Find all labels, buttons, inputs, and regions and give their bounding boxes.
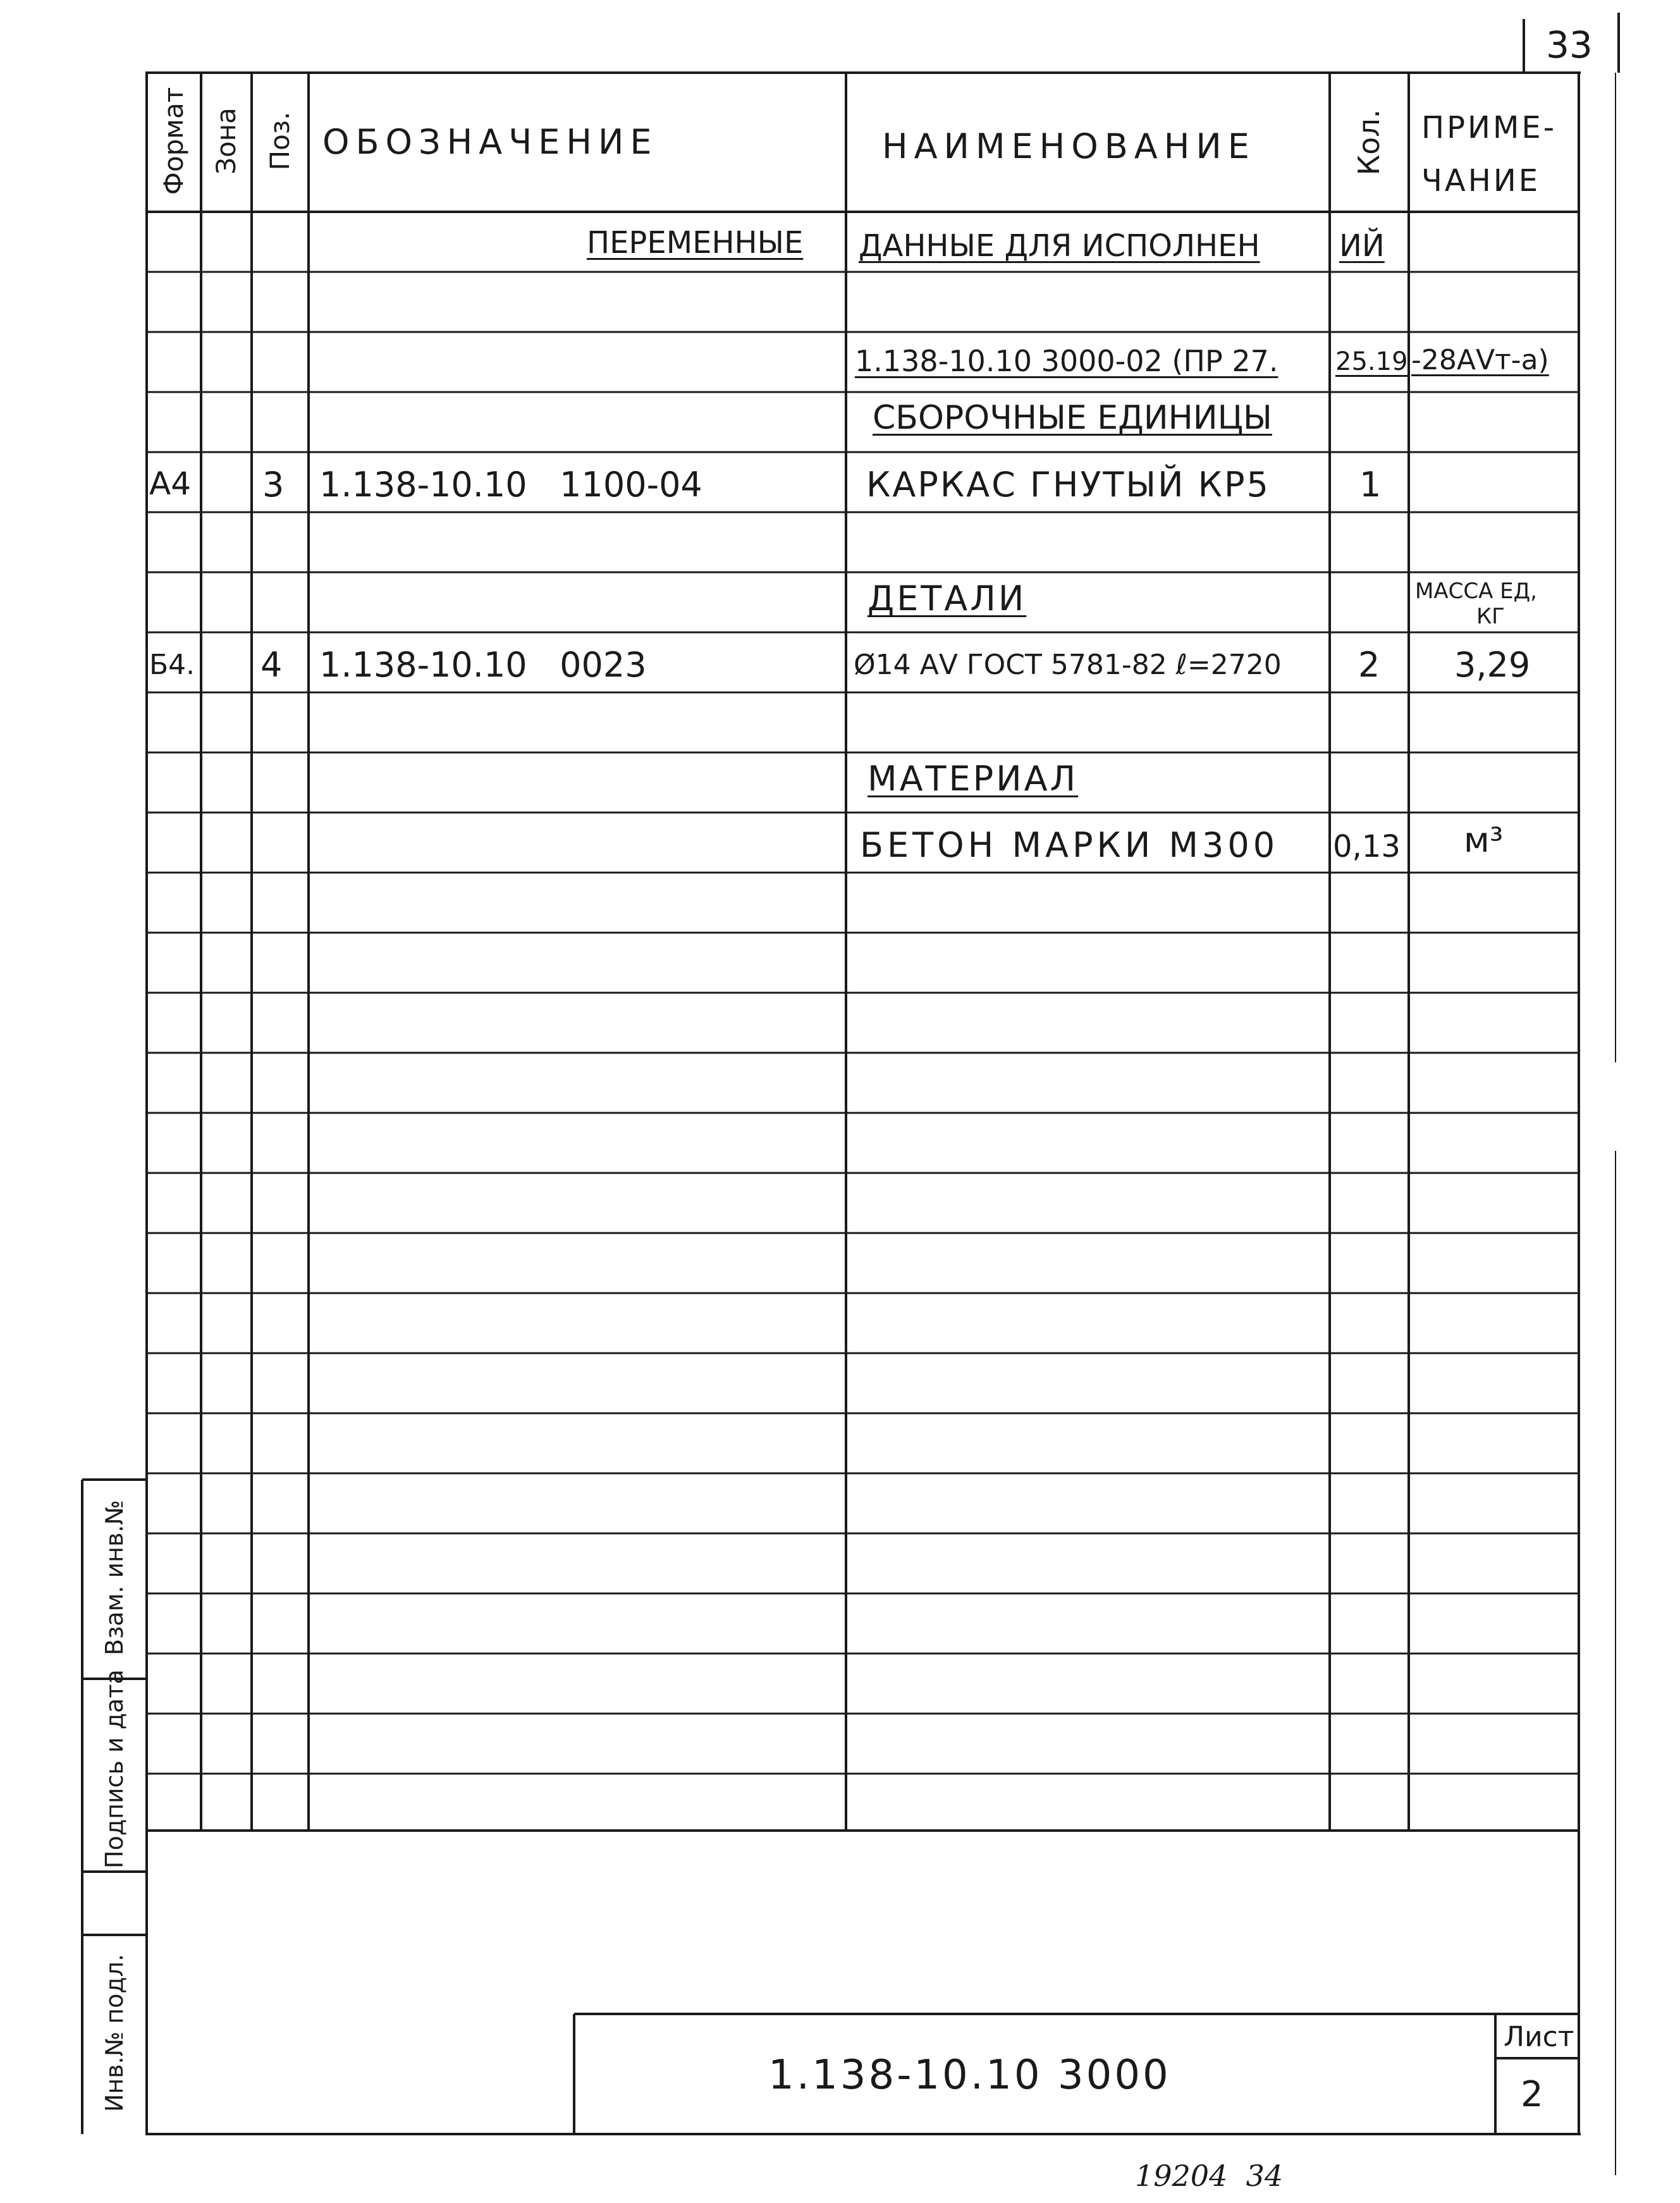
footer-handwritten: 19204 34 <box>1135 2159 1284 2193</box>
row-detail-designation: 1.138-10.10 0023 <box>319 645 647 685</box>
variant-name: 1.138-10.10 3000-02 (ПР 27. <box>855 344 1278 378</box>
section-variable-right: ИЙ <box>1339 228 1385 264</box>
header-qty: Кол. <box>1352 109 1386 176</box>
row-assembly-format: А4 <box>149 465 192 502</box>
section-variable-middle: ДАННЫЕ ДЛЯ ИСПОЛНЕН <box>859 228 1260 264</box>
variant-note: -28АⅤт-а) <box>1411 344 1549 376</box>
row-detail-qty: 2 <box>1358 645 1380 685</box>
header-designation: ОБОЗНАЧЕНИЕ <box>322 122 658 162</box>
section-variable-left: ПЕРЕМЕННЫЕ <box>587 225 804 261</box>
section-details: ДЕТАЛИ <box>868 579 1027 618</box>
row-material-name: БЕТОН МАРКИ М300 <box>860 825 1279 865</box>
sheet-number-top: 33 <box>1546 23 1593 66</box>
row-detail-name: Ø14 АⅤ ГОСТ 5781-82 ℓ=2720 <box>854 649 1282 681</box>
details-note-line2: КГ <box>1476 604 1505 629</box>
header-note-line2: ЧАНИЕ <box>1421 163 1541 199</box>
variant-qty: 25.19 <box>1335 347 1408 376</box>
section-assembly: СБОРОЧНЫЕ ЕДИНИЦЫ <box>873 399 1272 437</box>
header-zone: Зона <box>211 107 242 175</box>
title-block-sheet-value: 2 <box>1521 2074 1543 2115</box>
header-note-line1: ПРИМЕ- <box>1421 110 1557 145</box>
stamp-sign-date: Подпись и дата <box>101 1669 128 1869</box>
row-assembly-pos: 3 <box>262 465 285 505</box>
row-detail-pos: 4 <box>261 645 283 685</box>
section-material: МАТЕРИАЛ <box>868 759 1079 799</box>
stamp-vzam-inv: Взам. инв.№ <box>101 1500 128 1655</box>
row-assembly-name: КАРКАС ГНУТЫЙ КР5 <box>866 465 1270 505</box>
title-block-code: 1.138-10.10 3000 <box>768 2052 1171 2099</box>
details-note-line1: МАССА ЕД, <box>1415 579 1537 604</box>
row-detail-note: 3,29 <box>1454 645 1531 685</box>
row-assembly-designation: 1.138-10.10 1100-04 <box>319 465 702 505</box>
row-detail-format: Б4. <box>149 649 195 681</box>
title-block-sheet-label: Лист <box>1504 2021 1574 2053</box>
row-material-qty: 0,13 <box>1333 829 1401 864</box>
row-assembly-qty: 1 <box>1359 465 1382 505</box>
stamp-inv-podl: Инв.№ подл. <box>101 1953 128 2113</box>
header-name: НАИМЕНОВАНИЕ <box>882 126 1256 166</box>
row-material-note: м³ <box>1464 820 1504 860</box>
header-format: Формат <box>158 87 189 195</box>
header-pos: Поз. <box>264 111 295 171</box>
